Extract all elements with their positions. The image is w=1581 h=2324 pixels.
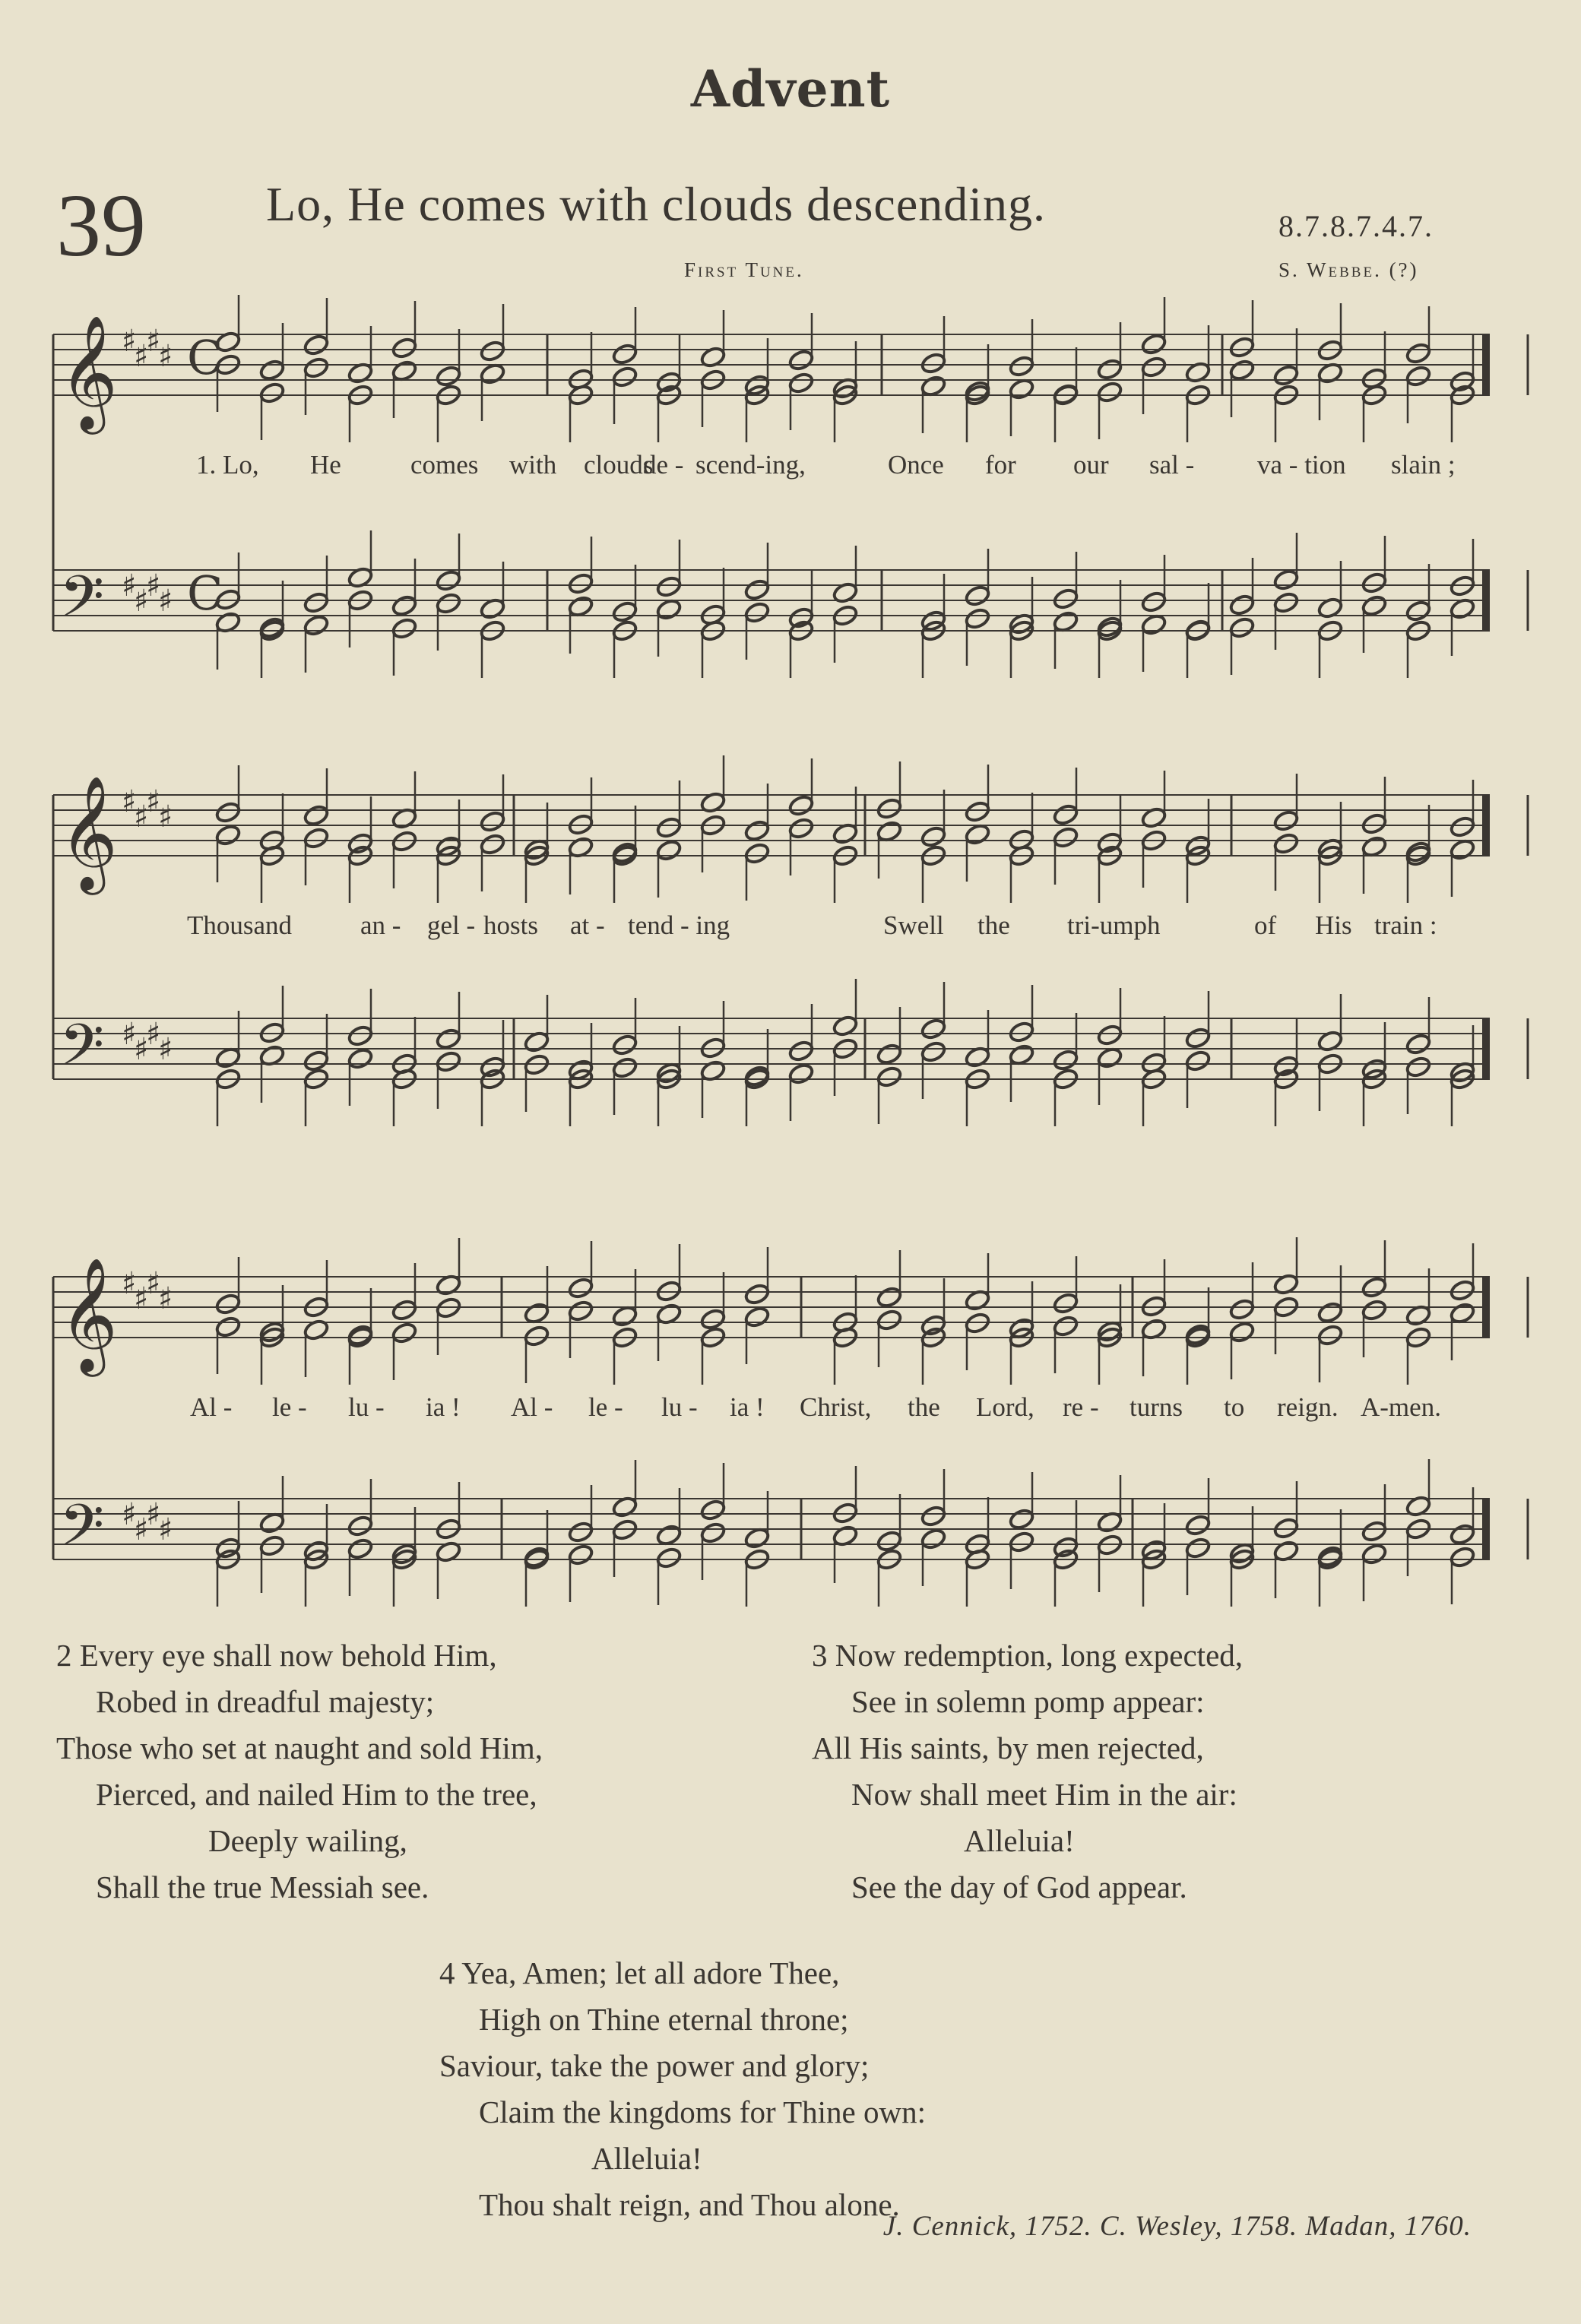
sharp-icon: ♯ bbox=[146, 1017, 161, 1052]
verse-3 bbox=[812, 1632, 1243, 1911]
note-head bbox=[567, 1521, 594, 1544]
note-head bbox=[1449, 1523, 1476, 1547]
sharp-icon: ♯ bbox=[146, 1266, 161, 1301]
lyric-syllable: de - bbox=[643, 450, 684, 480]
note-head bbox=[1228, 1298, 1256, 1322]
note-head bbox=[743, 819, 771, 843]
note-head bbox=[214, 1316, 242, 1339]
note-head bbox=[1008, 355, 1035, 378]
sharp-icon: ♯ bbox=[134, 339, 149, 374]
note-head bbox=[787, 817, 815, 841]
sharp-icon: ♯ bbox=[158, 584, 173, 619]
note-head bbox=[1272, 568, 1300, 592]
final-barline bbox=[1482, 1499, 1490, 1559]
final-barline bbox=[1482, 570, 1490, 631]
note-head bbox=[214, 824, 242, 847]
note-head bbox=[1184, 1514, 1212, 1537]
note-head bbox=[655, 575, 683, 599]
note-head bbox=[876, 797, 903, 821]
verse-line: See in solemn pomp appear: bbox=[851, 1684, 1205, 1719]
bass-clef-icon: 𝄢 bbox=[59, 563, 105, 644]
lyric-syllable: tend - ing bbox=[628, 910, 730, 940]
note-head bbox=[920, 352, 947, 375]
note-head bbox=[1096, 358, 1123, 382]
composer: S. Webbe. (?) bbox=[1278, 258, 1419, 281]
verse-line: All His saints, by men rejected, bbox=[812, 1730, 1204, 1765]
hymn-number: 39 bbox=[56, 176, 146, 275]
note-head bbox=[787, 794, 815, 818]
note-head bbox=[1361, 1299, 1388, 1322]
note-head bbox=[1405, 600, 1432, 623]
note-head bbox=[347, 1537, 374, 1561]
note-head bbox=[1096, 1024, 1123, 1047]
note-head bbox=[347, 1515, 374, 1538]
note-head bbox=[920, 1528, 947, 1551]
note-head bbox=[1052, 587, 1079, 611]
note-head bbox=[787, 1062, 815, 1086]
note-head bbox=[655, 816, 683, 840]
note-head bbox=[347, 1047, 374, 1071]
note-head bbox=[258, 1534, 286, 1558]
note-head bbox=[1361, 1276, 1388, 1300]
note-head bbox=[655, 598, 683, 622]
note-head bbox=[1008, 378, 1035, 401]
note-head bbox=[876, 820, 903, 844]
note-head bbox=[920, 825, 947, 849]
note-head bbox=[1361, 812, 1388, 836]
note-head bbox=[1272, 364, 1300, 388]
note-head bbox=[743, 1527, 771, 1550]
note-head bbox=[699, 1308, 727, 1331]
final-barline bbox=[1482, 1018, 1490, 1079]
note-head bbox=[655, 1524, 683, 1547]
note-head bbox=[611, 343, 638, 366]
note-head bbox=[1228, 594, 1256, 617]
note-head bbox=[258, 1512, 286, 1535]
lyric-line-1 bbox=[0, 450, 1581, 488]
note-head bbox=[1184, 1537, 1212, 1560]
note-head bbox=[479, 810, 506, 834]
note-head bbox=[1140, 356, 1168, 379]
verse-number: 3 bbox=[812, 1638, 828, 1673]
lyric-syllable: at - bbox=[570, 910, 605, 940]
verse-line: Alleluia! bbox=[964, 1823, 1075, 1858]
note-head bbox=[258, 382, 286, 405]
verse-line: Yea, Amen; let all adore Thee, bbox=[461, 1955, 840, 1990]
tune-name: First Tune. bbox=[684, 258, 804, 281]
final-barline bbox=[1482, 1277, 1490, 1338]
note-head bbox=[699, 1499, 727, 1522]
note-head bbox=[1052, 610, 1079, 634]
note-head bbox=[743, 1283, 771, 1306]
verse-number: 4 bbox=[439, 1955, 455, 1990]
lyric-syllable: comes bbox=[410, 450, 479, 480]
sharp-icon: ♯ bbox=[134, 1512, 149, 1547]
note-head bbox=[1361, 572, 1388, 595]
note-head bbox=[479, 340, 506, 363]
note-head bbox=[567, 1544, 594, 1567]
note-head bbox=[303, 827, 330, 850]
lyric-syllable: an - bbox=[360, 910, 401, 940]
lyric-syllable: tri-umph bbox=[1067, 910, 1161, 940]
bass-clef-icon: 𝄢 bbox=[59, 1492, 105, 1573]
attribution: J. Cennick, 1752. C. Wesley, 1758. Madan, 1760. bbox=[882, 2211, 1472, 2242]
note-head bbox=[611, 1056, 638, 1080]
lyric-syllable: Al - bbox=[190, 1392, 233, 1422]
lyric-syllable: Christ, bbox=[800, 1392, 872, 1422]
lyric-syllable: va - tion bbox=[1257, 450, 1346, 480]
note-head bbox=[1316, 1301, 1344, 1325]
note-head bbox=[876, 1065, 903, 1089]
lyric-syllable: for bbox=[985, 450, 1016, 480]
note-head bbox=[787, 372, 815, 395]
sharp-icon: ♯ bbox=[158, 799, 173, 834]
note-head bbox=[347, 1024, 374, 1048]
final-barline bbox=[1482, 334, 1490, 395]
note-head bbox=[1272, 832, 1300, 856]
lyric-syllable: Swell bbox=[883, 910, 944, 940]
lyric-syllable: of bbox=[1254, 910, 1277, 940]
note-head bbox=[964, 800, 991, 824]
lyric-syllable: ia ! bbox=[426, 1392, 461, 1422]
note-head bbox=[1052, 1292, 1079, 1316]
note-head bbox=[920, 1040, 947, 1064]
lyric-syllable: train : bbox=[1374, 910, 1437, 940]
lyric-syllable: sal - bbox=[1149, 450, 1195, 480]
note-head bbox=[1096, 1046, 1123, 1070]
note-head bbox=[391, 1322, 418, 1345]
note-head bbox=[1361, 594, 1388, 618]
lyric-syllable: gel - bbox=[427, 910, 476, 940]
lyric-line-3 bbox=[0, 1392, 1581, 1430]
verse-line: Shall the true Messiah see. bbox=[96, 1870, 429, 1904]
note-head bbox=[1052, 826, 1079, 850]
note-head bbox=[1405, 1033, 1432, 1056]
sharp-icon: ♯ bbox=[122, 1017, 137, 1052]
note-head bbox=[391, 359, 418, 383]
sharp-icon: ♯ bbox=[158, 339, 173, 374]
note-head bbox=[964, 823, 991, 847]
lyric-syllable: the bbox=[908, 1392, 940, 1422]
note-head bbox=[1449, 838, 1476, 862]
lyric-line-2 bbox=[0, 910, 1581, 948]
verse-line: Every eye shall now behold Him, bbox=[79, 1638, 497, 1673]
note-head bbox=[1228, 359, 1256, 382]
note-head bbox=[1052, 1049, 1079, 1072]
sharp-icon: ♯ bbox=[134, 1281, 149, 1316]
note-head bbox=[1361, 1520, 1388, 1544]
note-head bbox=[435, 365, 462, 388]
verse-line: Thou shalt reign, and Thou alone. bbox=[479, 2187, 900, 2222]
note-head bbox=[964, 584, 991, 608]
verse-4 bbox=[439, 1950, 926, 2228]
note-head bbox=[1140, 613, 1168, 637]
lyric-syllable: scend-ing, bbox=[695, 450, 806, 480]
lyric-syllable: Lord, bbox=[976, 1392, 1034, 1422]
sharp-icon: ♯ bbox=[122, 324, 137, 359]
note-head bbox=[964, 607, 991, 631]
note-head bbox=[611, 600, 638, 624]
note-head bbox=[743, 1306, 771, 1329]
section-title: Advent bbox=[690, 59, 891, 119]
sharp-icon: ♯ bbox=[134, 799, 149, 834]
sharp-icon: ♯ bbox=[158, 1032, 173, 1067]
lyric-syllable: Thousand bbox=[187, 910, 293, 940]
lyric-syllable: turns bbox=[1130, 1392, 1183, 1422]
note-head bbox=[435, 592, 462, 616]
note-head bbox=[303, 334, 330, 357]
lyric-syllable: to bbox=[1224, 1392, 1245, 1422]
sharp-icon: ♯ bbox=[158, 1512, 173, 1547]
lyric-syllable: He bbox=[310, 450, 341, 480]
sharp-icon: ♯ bbox=[146, 784, 161, 819]
note-head bbox=[787, 1040, 815, 1063]
note-head bbox=[655, 839, 683, 863]
note-head bbox=[1140, 333, 1168, 356]
note-head bbox=[876, 1043, 903, 1066]
note-head bbox=[214, 1293, 242, 1316]
note-head bbox=[1008, 1508, 1035, 1531]
sharp-icon: ♯ bbox=[122, 784, 137, 819]
lyric-syllable: the bbox=[977, 910, 1010, 940]
verse-line: Robed in dreadful majesty; bbox=[96, 1684, 435, 1719]
sharp-icon: ♯ bbox=[146, 568, 161, 603]
note-head bbox=[435, 1050, 462, 1074]
note-head bbox=[303, 591, 330, 615]
sharp-icon: ♯ bbox=[134, 1032, 149, 1067]
verse-2 bbox=[56, 1632, 543, 1911]
note-head bbox=[1449, 1279, 1476, 1303]
note-head bbox=[876, 1309, 903, 1332]
verse-line: See the day of God appear. bbox=[851, 1870, 1187, 1904]
verse-line: Pierced, and nailed Him to the tree, bbox=[96, 1777, 537, 1812]
note-head bbox=[1184, 1027, 1212, 1050]
note-head bbox=[435, 569, 462, 593]
lyric-syllable: Once bbox=[888, 450, 944, 480]
note-head bbox=[258, 359, 286, 382]
note-head bbox=[303, 356, 330, 380]
note-head bbox=[1228, 1321, 1256, 1344]
note-head bbox=[1361, 1543, 1388, 1566]
note-head bbox=[611, 366, 638, 389]
lyric-syllable: lu - bbox=[661, 1392, 698, 1422]
sharp-icon: ♯ bbox=[122, 568, 137, 603]
note-head bbox=[479, 363, 506, 386]
sharp-icon: ♯ bbox=[122, 1266, 137, 1301]
sharp-icon: ♯ bbox=[122, 1497, 137, 1532]
sharp-icon: ♯ bbox=[146, 324, 161, 359]
note-head bbox=[391, 617, 418, 641]
note-head bbox=[655, 1547, 683, 1570]
note-head bbox=[611, 1034, 638, 1057]
lyric-syllable: lu - bbox=[348, 1392, 385, 1422]
verse-line: Those who set at naught and sold Him, bbox=[56, 1730, 543, 1765]
lyric-syllable: Al - bbox=[511, 1392, 553, 1422]
note-head bbox=[1272, 809, 1300, 833]
common-time-icon: C bbox=[187, 565, 223, 621]
treble-clef-icon: 𝄞 bbox=[59, 774, 118, 890]
note-head bbox=[479, 833, 506, 856]
treble-clef-icon: 𝄞 bbox=[59, 1256, 118, 1372]
note-head bbox=[1096, 381, 1123, 404]
note-head bbox=[920, 375, 947, 398]
note-head bbox=[1449, 1302, 1476, 1325]
lyric-syllable: re - bbox=[1063, 1392, 1099, 1422]
verse-line: High on Thine eternal throne; bbox=[479, 2002, 849, 2037]
note-head bbox=[1008, 1531, 1035, 1554]
lyric-syllable: with bbox=[509, 450, 557, 480]
hymn-title: Lo, He comes with clouds descending. bbox=[266, 177, 1046, 231]
note-head bbox=[391, 337, 418, 360]
note-head bbox=[567, 595, 594, 619]
lyric-syllable: 1. Lo, bbox=[196, 450, 259, 480]
note-head bbox=[1449, 815, 1476, 839]
note-head bbox=[435, 1027, 462, 1051]
note-head bbox=[523, 1302, 550, 1325]
note-head bbox=[743, 842, 771, 866]
note-head bbox=[920, 1505, 947, 1528]
verse-line: Now redemption, long expected, bbox=[835, 1638, 1244, 1673]
note-head bbox=[1316, 1324, 1344, 1347]
note-head bbox=[1405, 342, 1432, 366]
note-head bbox=[1008, 1021, 1035, 1044]
lyric-syllable: A-men. bbox=[1361, 1392, 1441, 1422]
note-head bbox=[391, 1299, 418, 1322]
sharp-icon: ♯ bbox=[134, 584, 149, 619]
note-head bbox=[1052, 803, 1079, 827]
lyric-syllable: ia ! bbox=[730, 1392, 765, 1422]
note-head bbox=[214, 801, 242, 825]
verse-line: Now shall meet Him in the air: bbox=[851, 1777, 1237, 1812]
note-head bbox=[523, 1325, 550, 1348]
note-head bbox=[743, 578, 771, 602]
note-head bbox=[876, 1530, 903, 1553]
verse-line: Alleluia! bbox=[591, 2141, 702, 2176]
bass-clef-icon: 𝄢 bbox=[59, 1012, 105, 1093]
note-head bbox=[567, 572, 594, 596]
note-head bbox=[1405, 1056, 1432, 1079]
note-head bbox=[611, 1305, 638, 1328]
lyric-syllable: le - bbox=[588, 1392, 623, 1422]
note-head bbox=[1449, 1546, 1476, 1569]
note-head bbox=[1140, 590, 1168, 614]
note-head bbox=[1361, 835, 1388, 859]
note-head bbox=[567, 1277, 594, 1300]
common-time-icon: C bbox=[187, 330, 223, 385]
note-head bbox=[1405, 365, 1432, 388]
note-head bbox=[920, 1018, 947, 1041]
note-head bbox=[214, 1046, 242, 1070]
note-head bbox=[391, 594, 418, 618]
note-head bbox=[1184, 1050, 1212, 1073]
note-head bbox=[303, 1050, 330, 1073]
lyric-syllable: slain ; bbox=[1391, 450, 1456, 480]
treble-clef-icon: 𝄞 bbox=[59, 314, 118, 429]
note-head bbox=[1272, 591, 1300, 615]
note-head bbox=[303, 804, 330, 828]
note-head bbox=[1052, 1315, 1079, 1338]
note-head bbox=[1228, 336, 1256, 359]
verse-line: Claim the kingdoms for Thine own: bbox=[479, 2094, 926, 2129]
verse-line: Saviour, take the power and glory; bbox=[439, 2048, 870, 2083]
sharp-icon: ♯ bbox=[146, 1497, 161, 1532]
lyric-syllable: our bbox=[1073, 450, 1109, 480]
note-head bbox=[787, 349, 815, 372]
note-head bbox=[699, 1521, 727, 1545]
lyric-syllable: hosts bbox=[483, 910, 538, 940]
final-barline bbox=[1482, 795, 1490, 856]
lyric-syllable: clouds bbox=[584, 450, 654, 480]
verse-line: Deeply wailing, bbox=[208, 1823, 407, 1858]
note-head bbox=[1008, 1043, 1035, 1067]
note-head bbox=[743, 601, 771, 625]
note-head bbox=[567, 1300, 594, 1323]
note-head bbox=[1228, 616, 1256, 640]
note-head bbox=[876, 1286, 903, 1309]
lyric-syllable: reign. bbox=[1277, 1392, 1339, 1422]
lyric-syllable: le - bbox=[272, 1392, 307, 1422]
lyric-syllable: His bbox=[1315, 910, 1352, 940]
sharp-icon: ♯ bbox=[158, 1281, 173, 1316]
verse-number: 2 bbox=[56, 1638, 72, 1673]
note-head bbox=[303, 614, 330, 638]
meter: 8.7.8.7.4.7. bbox=[1278, 209, 1434, 243]
